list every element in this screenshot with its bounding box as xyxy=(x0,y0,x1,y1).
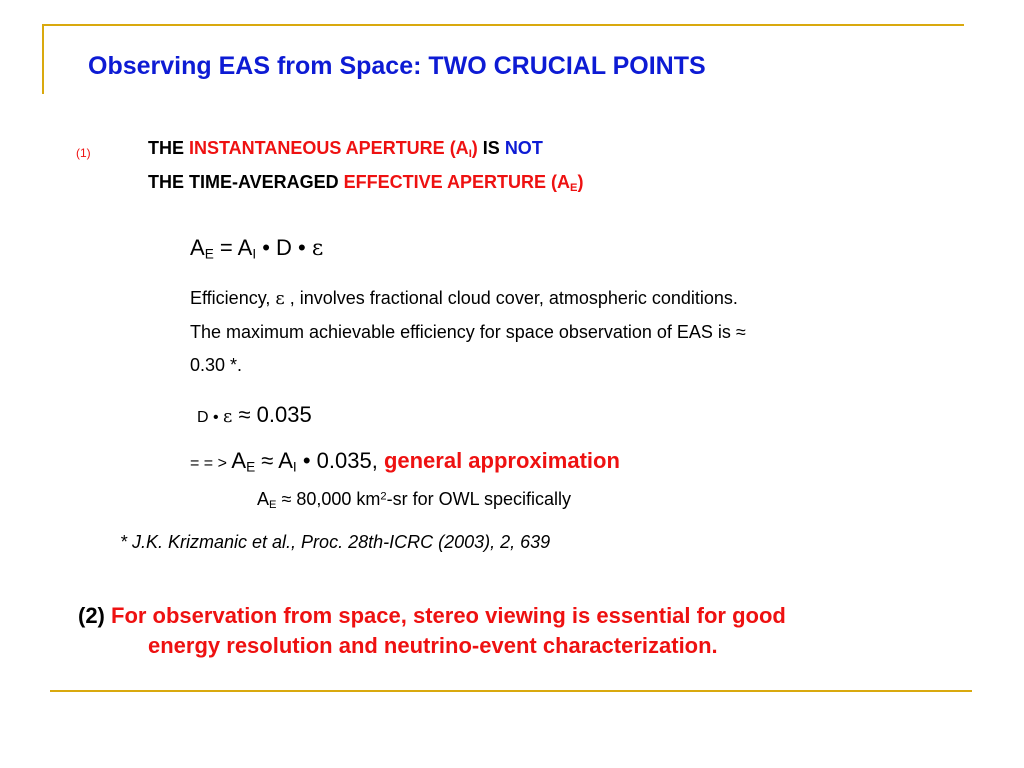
point1-line1-is: IS xyxy=(477,138,505,158)
max-efficiency-line2: 0.30 *. xyxy=(190,355,243,375)
point1-line1 xyxy=(148,138,543,159)
efficiency-description: Efficiency, ε , involves fractional cloud cover, atmospheric conditions. xyxy=(190,288,738,309)
point1-line2-the-time-averaged: THE TIME-AVERAGED xyxy=(148,172,344,192)
max-efficiency-line1: The maximum achievable efficiency for space observation of EAS is ≈ xyxy=(190,322,746,342)
bottom-horizontal-rule xyxy=(50,690,972,692)
epsilon-symbol: ε xyxy=(311,236,324,261)
general-approximation-label: general approximation xyxy=(383,448,620,473)
point2-line1: (2) For observation from space, stereo viewing is essential for good xyxy=(78,603,786,628)
aperture-formula: $A_E = A_I$ • D • ε xyxy=(190,235,324,262)
point1-number: (1) xyxy=(76,146,91,160)
point2-line2: energy resolution and neutrino-event characterization. xyxy=(148,633,718,658)
general-approximation-formula: = = > $A_E \approx A_I$ • 0.035, general approximation xyxy=(190,448,620,475)
point1-line1-the: THE xyxy=(148,138,190,158)
epsilon-symbol: ε xyxy=(223,406,233,427)
slide-title: Observing EAS from Space: TWO CRUCIAL POINTS xyxy=(88,52,706,80)
point1-line2 xyxy=(148,172,583,193)
epsilon-symbol: ε xyxy=(275,288,285,309)
left-vertical-rule xyxy=(42,24,44,94)
instantaneous-aperture-label: INSTANTANEOUS APERTURE $(A_I)$ xyxy=(189,138,478,160)
reference-citation: * J.K. Krizmanic et al., Proc. 28th-ICRC (2003), 2, 639 xyxy=(120,532,551,552)
point2-number: (2) xyxy=(78,603,111,628)
top-horizontal-rule xyxy=(42,24,964,26)
point1-line1-not: NOT xyxy=(504,138,543,158)
d-epsilon-formula: D • ε ≈ 0.035 xyxy=(197,402,312,427)
implies-arrow: = = > xyxy=(190,455,232,472)
owl-aperture-formula: $A_E \approx 80,000$ $km^2-sr$ for OWL specifically xyxy=(257,489,571,511)
effective-aperture-label: EFFECTIVE APERTURE $(A_E)$ xyxy=(343,172,584,194)
